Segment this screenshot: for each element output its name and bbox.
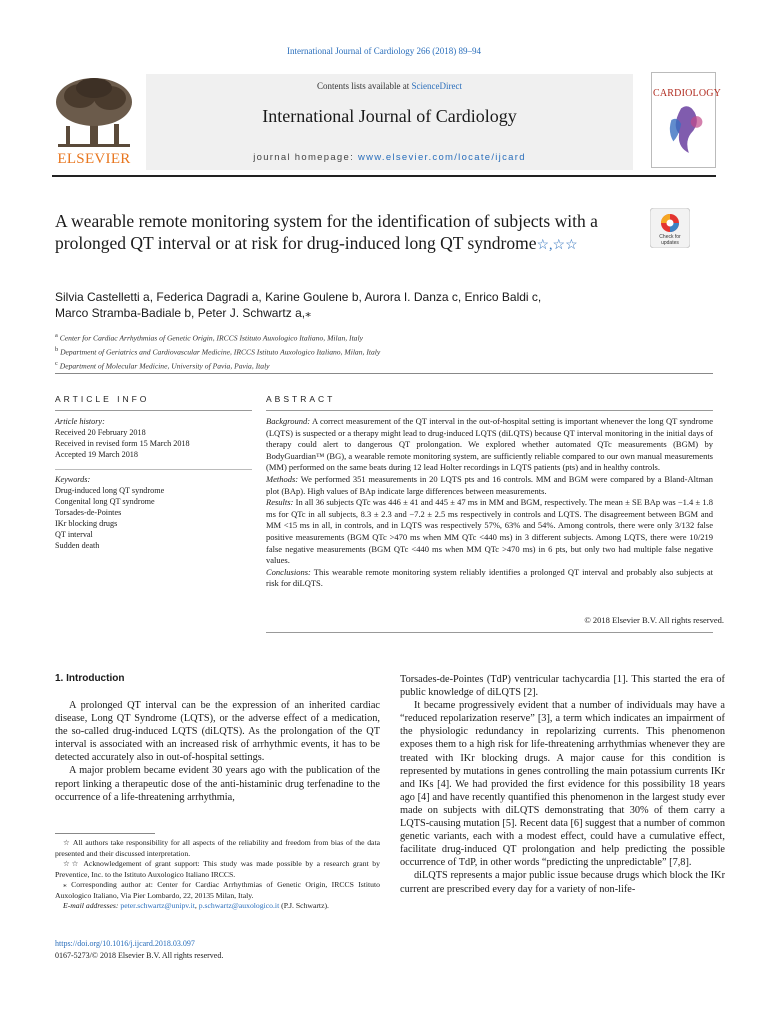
paragraph: A prolonged QT interval can be the expression of an inherited cardiac disease, Long QT Syndrome (LQTS), or the adverse effect of a medication, the so-called drug-induced LQTS (diLQTS). As the prolongation of the QT interval is associated with an increased risk of arrhythmic events, it has to be detected accurately also in out-of-hospital settings. (55, 700, 380, 764)
authors-line-2: Marco Stramba-Badiale b, Peter J. Schwartz a,⁎ (55, 306, 312, 320)
journal-reference[interactable]: International Journal of Cardiology 266 (2018) 89–94 (287, 46, 481, 56)
affiliation-a: $^a$ Center for Cardiac Arrhythmias of Genetic Origin, IRCCS Istituto Auxologico Italiano, Milan, Italy (55, 332, 363, 343)
issn-line: 0167-5273/© 2018 Elsevier B.V. All rights reserved. (55, 951, 224, 960)
article-history (55, 416, 255, 460)
keyword-item: Torsades-de-Pointes (55, 508, 122, 517)
check-for-updates-icon[interactable] (650, 208, 690, 248)
footnote-corresponding: ⁎ Corresponding author at: Center for Cardiac Arrhythmias of Genetic Origin, IRCCS Istituto Auxologico Italiano, Via Pier Lombardo, 22, 20135 Milan, Italy. (55, 880, 380, 900)
homepage-link[interactable]: www.elsevier.com/locate/ijcard (357, 152, 526, 163)
affiliation-c: $^c$ Department of Molecular Medicine, University of Pavia, Pavia, Italy (55, 360, 270, 371)
abstract-results (266, 497, 713, 567)
introduction-heading: 1. Introduction (55, 673, 125, 684)
keywords-label: Keywords: (55, 475, 91, 484)
doi-link[interactable]: https://doi.org/10.1016/j.ijcard.2018.03.097 (55, 939, 195, 948)
background-label: Background: (266, 416, 311, 426)
article-title (55, 210, 640, 257)
journal-homepage (146, 152, 633, 163)
history-accepted: Accepted 19 March 2018 (55, 450, 138, 459)
email-link-1[interactable]: peter.schwartz@unipv.it (120, 901, 195, 910)
abstract-heading: ABSTRACT (266, 394, 336, 404)
abstract-background (266, 416, 713, 474)
abstract-methods (266, 474, 713, 497)
history-revised: Received in revised form 15 March 2018 (55, 439, 190, 448)
keywords-list (55, 474, 255, 551)
abstract-rule (266, 410, 713, 411)
author-list (55, 289, 675, 321)
email-label: E-mail addresses: (63, 901, 121, 910)
paragraph: Torsades-de-Pointes (TdP) ventricular tachycardia [1]. This started the era of public knowledge of diLQTS [2]. (400, 674, 725, 699)
crossmark-label-1: Check for (659, 234, 681, 240)
conclusions-label: Conclusions: (266, 566, 311, 577)
footnotes (55, 838, 380, 912)
body-column-right (400, 673, 725, 896)
crossmark-label-2: updates (661, 240, 679, 246)
methods-text: We performed 351 measurements in 20 LQTS pts and 16 controls. MM and BGM were compared by a Bland-Altman plot (BAp). High values of BAp indicate large differences between measurements. (266, 473, 713, 496)
keyword-item: IKr blocking drugs (55, 519, 118, 528)
title-footnote-stars[interactable]: ☆,☆☆ (536, 238, 578, 253)
abstract-conclusions (266, 567, 713, 590)
homepage-label: journal homepage: (253, 152, 358, 163)
paragraph: It became progressively evident that a number of individuals may have a “reduced repolarization reserve” [3], a term which indicates an impairment of the physiologic redundancy in repolarizing currents. This phenomenon exposes them to a high risk for life-threatening arrhythmias whenever they are treated with IKr blocking drugs. A major cause for this condition is represented by mutations in genes controlling the main potassium currents IKr and IKs [4]. We had provided the first evidence for this possibility 18 years ago [4] and have recently quantified this phenomenon in the largest study ever made on subjects with diLQTS demonstrating that 30% of them carry a LQTS-causing mutation [5]. Recent data [6] suggest that a number of common genetic variants, each with a modest effect, could have a cumulative effect, facilitate drug-induced QT prolongation and help predicting the possible occurrence of TdP, in other words “predicting the unpredictable” [7,8]. (400, 700, 725, 869)
contents-prefix: Contents lists available at (317, 81, 412, 91)
article-info-rule (55, 410, 252, 411)
journal-cover-thumbnail[interactable] (651, 72, 722, 168)
paragraph: diLQTS represents a major public issue because drugs which block the IKr current are prescribed every day for a variety of non-life- (400, 870, 725, 895)
body-column-left (55, 699, 380, 804)
keyword-item: Sudden death (55, 541, 100, 550)
results-text: In all 36 subjects QTc was 446 ± 41 and 445 ± 47 ms in MM and BGM, respectively. The mean ± SE BAp was −1.4 ± 1.8 ms for QTc in all subjects, 8.3 ± 2.3 and −7.2 ± 2.5 ms respectively in controls and LQTS. The disagreement between BGM and MM <15 ms in all, in controls, and in LQTS was respectively 57%, 63% and 54%. Among controls, there were only 3/132 false positive measurements (BGM QTc >470 ms when MM QTc <440 ms) in 3 different subjects. Among LQTS, there were 10/219 false negative measurements (BGM QTc <440 ms when MM QTc >470 ms) in 6 pts, but only two had multiple false negative values. (266, 497, 713, 566)
affiliation-c-text: Department of Molecular Medicine, University of Pavia, Pavia, Italy (59, 361, 270, 371)
history-label: Article history: (55, 417, 105, 426)
authors-line-1: Silvia Castelletti a, Federica Dagradi a, Karine Goulene b, Aurora I. Danza c, Enrico Baldi c, (55, 290, 542, 304)
footnote-star: ☆ All authors take responsibility for all aspects of the reliability and freedom from bias of the data presented and their discussed interpretation. (55, 838, 380, 858)
abstract-body (266, 416, 713, 590)
keyword-item: QT interval (55, 530, 93, 539)
results-label: Results: (266, 497, 294, 508)
affiliation-b: $^b$ Department of Geriatrics and Cardiovascular Medicine, IRCCS Istituto Auxologico Italiano, Milan, Italy (55, 346, 381, 357)
section-divider (55, 373, 713, 374)
history-received: Received 20 February 2018 (55, 428, 146, 437)
footnote-double-star: ☆☆ Acknowledgement of grant support: This study was made possible by a research grant by Preventice, Inc. to the Istituto Auxologico Italiano IRCCS. (55, 859, 380, 879)
affiliations (55, 330, 675, 372)
abstract-end-rule (266, 632, 713, 633)
email-suffix: (P.J. Schwartz). (279, 901, 329, 910)
keywords-rule (55, 469, 252, 470)
keyword-item: Drug-induced long QT syndrome (55, 486, 165, 495)
contents-line (146, 81, 633, 91)
affiliation-a-text: Center for Cardiac Arrhythmias of Genetic Origin, IRCCS Istituto Auxologico Italiano, Milan, Italy (59, 333, 363, 343)
elsevier-wordmark: ELSEVIER (57, 151, 131, 167)
paragraph: A major problem became evident 30 years ago with the publication of the report linking a therapeutic dose of the anti-histaminic drug terfenadine to the occurrence of a life-threatening arrhythmia, (55, 765, 380, 803)
footnote-emails: E-mail addresses: peter.schwartz@unipv.it, p.schwartz@auxologico.it (P.J. Schwartz). (63, 901, 329, 910)
cover-title: CARDIOLOGY (653, 88, 722, 99)
methods-label: Methods: (266, 473, 299, 484)
article-title-text: A wearable remote monitoring system for the identification of subjects with a prolonged QT interval or at risk for drug-induced long QT syndrome (55, 211, 598, 253)
email-link-2[interactable]: p.schwartz@auxologico.it (198, 901, 280, 910)
abstract-copyright: © 2018 Elsevier B.V. All rights reserved. (584, 615, 724, 625)
footnote-rule (55, 833, 155, 834)
sciencedirect-link[interactable]: ScienceDirect (411, 81, 462, 91)
conclusions-text: This wearable remote monitoring system reliably identifies a prolonged QT interval and probably also subjects at risk for diLQTS. (266, 566, 713, 589)
journal-title: International Journal of Cardiology (262, 106, 517, 126)
article-info-heading: ARTICLE INFO (55, 394, 150, 404)
background-text: A correct measurement of the QT interval in the out-of-hospital setting is important whenever the long QT syndrome (LQTS) is suspected or a therapy might lead to drug-induced LQTS (diLQTS) because QT interval monitoring in the initial days of therapy could alert to dangerous QT prolongation. We explored whether automated QTc measurements (BGM) by BodyGuardian™ (BG), a wearable remote monitoring system, are sufficiently reliable compared to our own manual measurements (MM) performed on the same beats during 12 lead Holter recordings in LQTS patients (pts) and in healthy controls. (266, 416, 714, 473)
keyword-item: Congenital long QT syndrome (55, 497, 155, 506)
affiliation-b-text: Department of Geriatrics and Cardiovascular Medicine, IRCCS Istituto Auxologico Italiano, Milan, Italy (60, 347, 381, 357)
header-divider (52, 175, 716, 177)
